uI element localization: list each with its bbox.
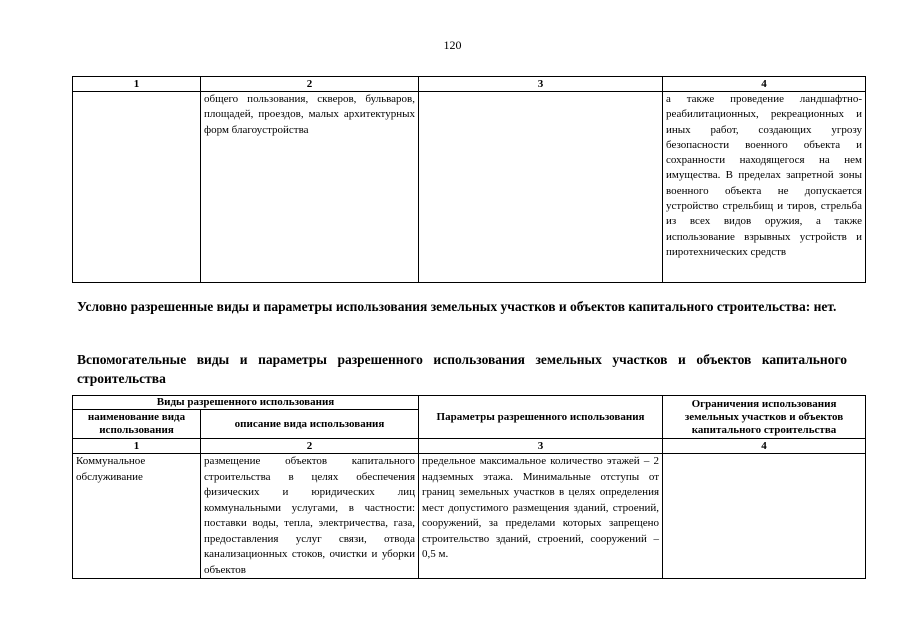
cell-parameters bbox=[419, 92, 663, 283]
column-number: 1 bbox=[73, 439, 201, 454]
column-number: 1 bbox=[73, 77, 201, 92]
cell-restrictions: а также проведение ландшафтно-реабилитационных, рекреационных и иных работ, создающих угрозу безопасности военного объекта и сохранности находящегося на нем имущества. В пределах запретной зоны военного объекта не допускается устройство стрельбищ и тиров, стрельба из всех видов оружия, а также использование взрывных устройств и пиротехнических средств bbox=[663, 92, 866, 283]
table-auxiliary-uses bbox=[72, 395, 866, 579]
cell-parameters: предельное максимальное количество этажей – 2 надземных этажа. Минимальные отступы от границ земельных участков в целях определения мест допустимого размещения зданий, строений, сооружений, за пределами которых запрещено строительство зданий, строений, сооружений – 0,5 м. bbox=[419, 454, 663, 579]
header-use-description: описание вида использования bbox=[201, 410, 419, 439]
column-number: 4 bbox=[663, 439, 866, 454]
cell-use-name: Коммунальное обслуживание bbox=[73, 454, 201, 579]
column-number: 4 bbox=[663, 77, 866, 92]
cell-use-name bbox=[73, 92, 201, 283]
header-use-name: наименование вида использования bbox=[73, 410, 201, 439]
table-row bbox=[73, 92, 866, 283]
header-allowed-uses: Виды разрешенного использования bbox=[73, 396, 419, 410]
column-number: 3 bbox=[419, 439, 663, 454]
header-row-1 bbox=[73, 396, 866, 410]
column-number: 2 bbox=[201, 77, 419, 92]
heading-auxiliary-uses: Вспомогательные виды и параметры разрешенного использования земельных участков и объектов капитального строительства bbox=[77, 352, 847, 386]
page-number: 120 bbox=[443, 38, 462, 52]
cell-restrictions bbox=[663, 454, 866, 579]
column-number-row bbox=[73, 439, 866, 454]
column-number: 2 bbox=[201, 439, 419, 454]
table-row bbox=[73, 454, 866, 579]
header-restrictions: Ограничения использования земельных участков и объектов капитального строительства bbox=[663, 396, 866, 439]
cell-use-description: общего пользования, скверов, бульваров, площадей, проездов, малых архитектурных форм благоустройства bbox=[201, 92, 419, 283]
column-number: 3 bbox=[419, 77, 663, 92]
column-number-row bbox=[73, 77, 866, 92]
table-main-uses-continued bbox=[72, 76, 866, 283]
header-parameters: Параметры разрешенного использования bbox=[419, 396, 663, 439]
heading-conditional-uses: Условно разрешенные виды и параметры использования земельных участков и объектов капитального строительства: нет. bbox=[77, 299, 837, 314]
cell-use-description: размещение объектов капитального строительства в целях обеспечения физических и юридических лиц коммунальными услугами, в частности: поставки воды, тепла, электричества, газа, предоставления услуг связи, отвода канализационных стоков, очистки и уборки объектов bbox=[201, 454, 419, 579]
